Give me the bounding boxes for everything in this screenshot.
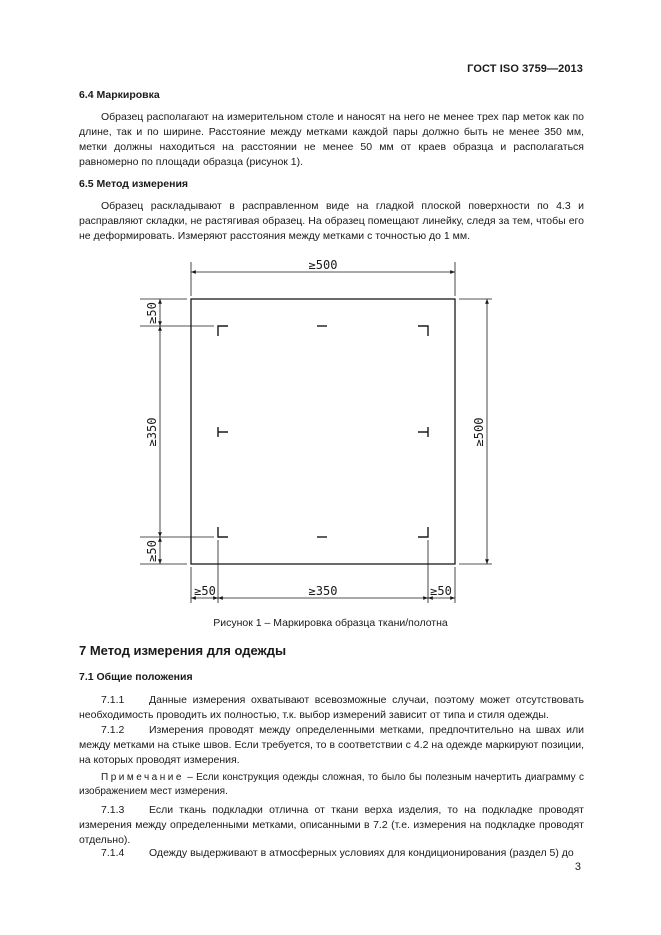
note-text: – Если конструкция одежды сложная, то было бы полезным начертить диаграмму с изображением мест измерения. xyxy=(79,772,585,797)
note-label: Примечание xyxy=(101,772,184,783)
section-6-4-text: Образец располагают на измерительном столе и наносят на него не менее трех пар меток как по длине, так и по ширине. Расстояние между метками каждой пары должно быть не менее 350 мм, метки должны находиться на расстоянии не менее 50 мм от краев образца и располагаться равномерно по площади образца (рисунок 1). xyxy=(79,111,584,168)
mark-top-left xyxy=(218,326,228,336)
mark-mid-right xyxy=(418,427,428,437)
clause-number: 7.1.4 xyxy=(101,847,125,859)
clause-text: Одежду выдерживают в атмосферных условиях для кондиционирования (раздел 5) до xyxy=(149,847,574,859)
section-7-heading: 7 Метод измерения для одежды xyxy=(79,643,287,658)
mark-bottom-left xyxy=(218,527,228,537)
dim-bottom-right-label: ≥50 xyxy=(430,584,452,598)
mark-bottom-right xyxy=(418,527,428,537)
document-id: ГОСТ ISO 3759—2013 xyxy=(467,63,583,75)
dim-left-bottom-label: ≥50 xyxy=(145,540,159,562)
dim-left-top-label: ≥50 xyxy=(145,302,159,324)
section-6-5-heading: 6.5 Метод измерения xyxy=(79,178,189,190)
section-6-5-text: Образец раскладывают в расправленном виде на гладкой плоской поверхности по 4.3 и расправляют складки, не растягивая образец. На образец помещают линейку, следя за тем, чтобы его не деформировать. Измеряют расстояния между метками с точностью до 1 мм. xyxy=(79,200,584,242)
clause-text: Измерения проводят между определенными метками, предпочтительно на швах или между метками на стыке швов. Если требуется, то в соответствии с 4.2 на одежде маркируют позиции, на которых проводят измерения. xyxy=(79,724,584,766)
mark-mid-left xyxy=(218,427,228,437)
sample-outline xyxy=(191,299,455,564)
section-7-1-heading: 7.1 Общие положения xyxy=(79,671,193,683)
figure-caption: Рисунок 1 – Маркировка образца ткани/полотна xyxy=(213,617,448,629)
clause-number: 7.1.3 xyxy=(101,804,125,816)
clause-number: 7.1.2 xyxy=(101,724,125,736)
dim-bottom-mid-label: ≥350 xyxy=(308,584,338,598)
section-6-4-heading: 6.4 Маркировка xyxy=(79,89,160,101)
clause-text: Данные измерения охватывают всевозможные случаи, поэтому может отсутствовать необходимость проводить их полностью, т.к. выбор измерений зависит от типа и стиля одежды. xyxy=(79,694,584,721)
clause-7-1-3 xyxy=(79,803,584,848)
mark-top-right xyxy=(418,326,428,336)
clause-7-1-4 xyxy=(79,846,584,861)
page-number: 3 xyxy=(574,861,581,873)
clause-text: Если ткань подкладки отлична от ткани верха изделия, то на подкладке проводят измерения между определенными метками, описанными в 7.2 (т.е. измерения на подкладке проводят отдельно). xyxy=(79,804,584,846)
dim-right-height-label: ≥500 xyxy=(472,417,486,447)
dim-top-width-label: ≥500 xyxy=(308,258,338,272)
clause-7-1-2 xyxy=(79,723,584,768)
clause-number: 7.1.1 xyxy=(101,694,125,706)
dim-bottom-left-label: ≥50 xyxy=(194,584,216,598)
note xyxy=(79,771,584,799)
clause-7-1-1 xyxy=(79,693,584,723)
dim-left-mid-label: ≥350 xyxy=(145,417,159,447)
